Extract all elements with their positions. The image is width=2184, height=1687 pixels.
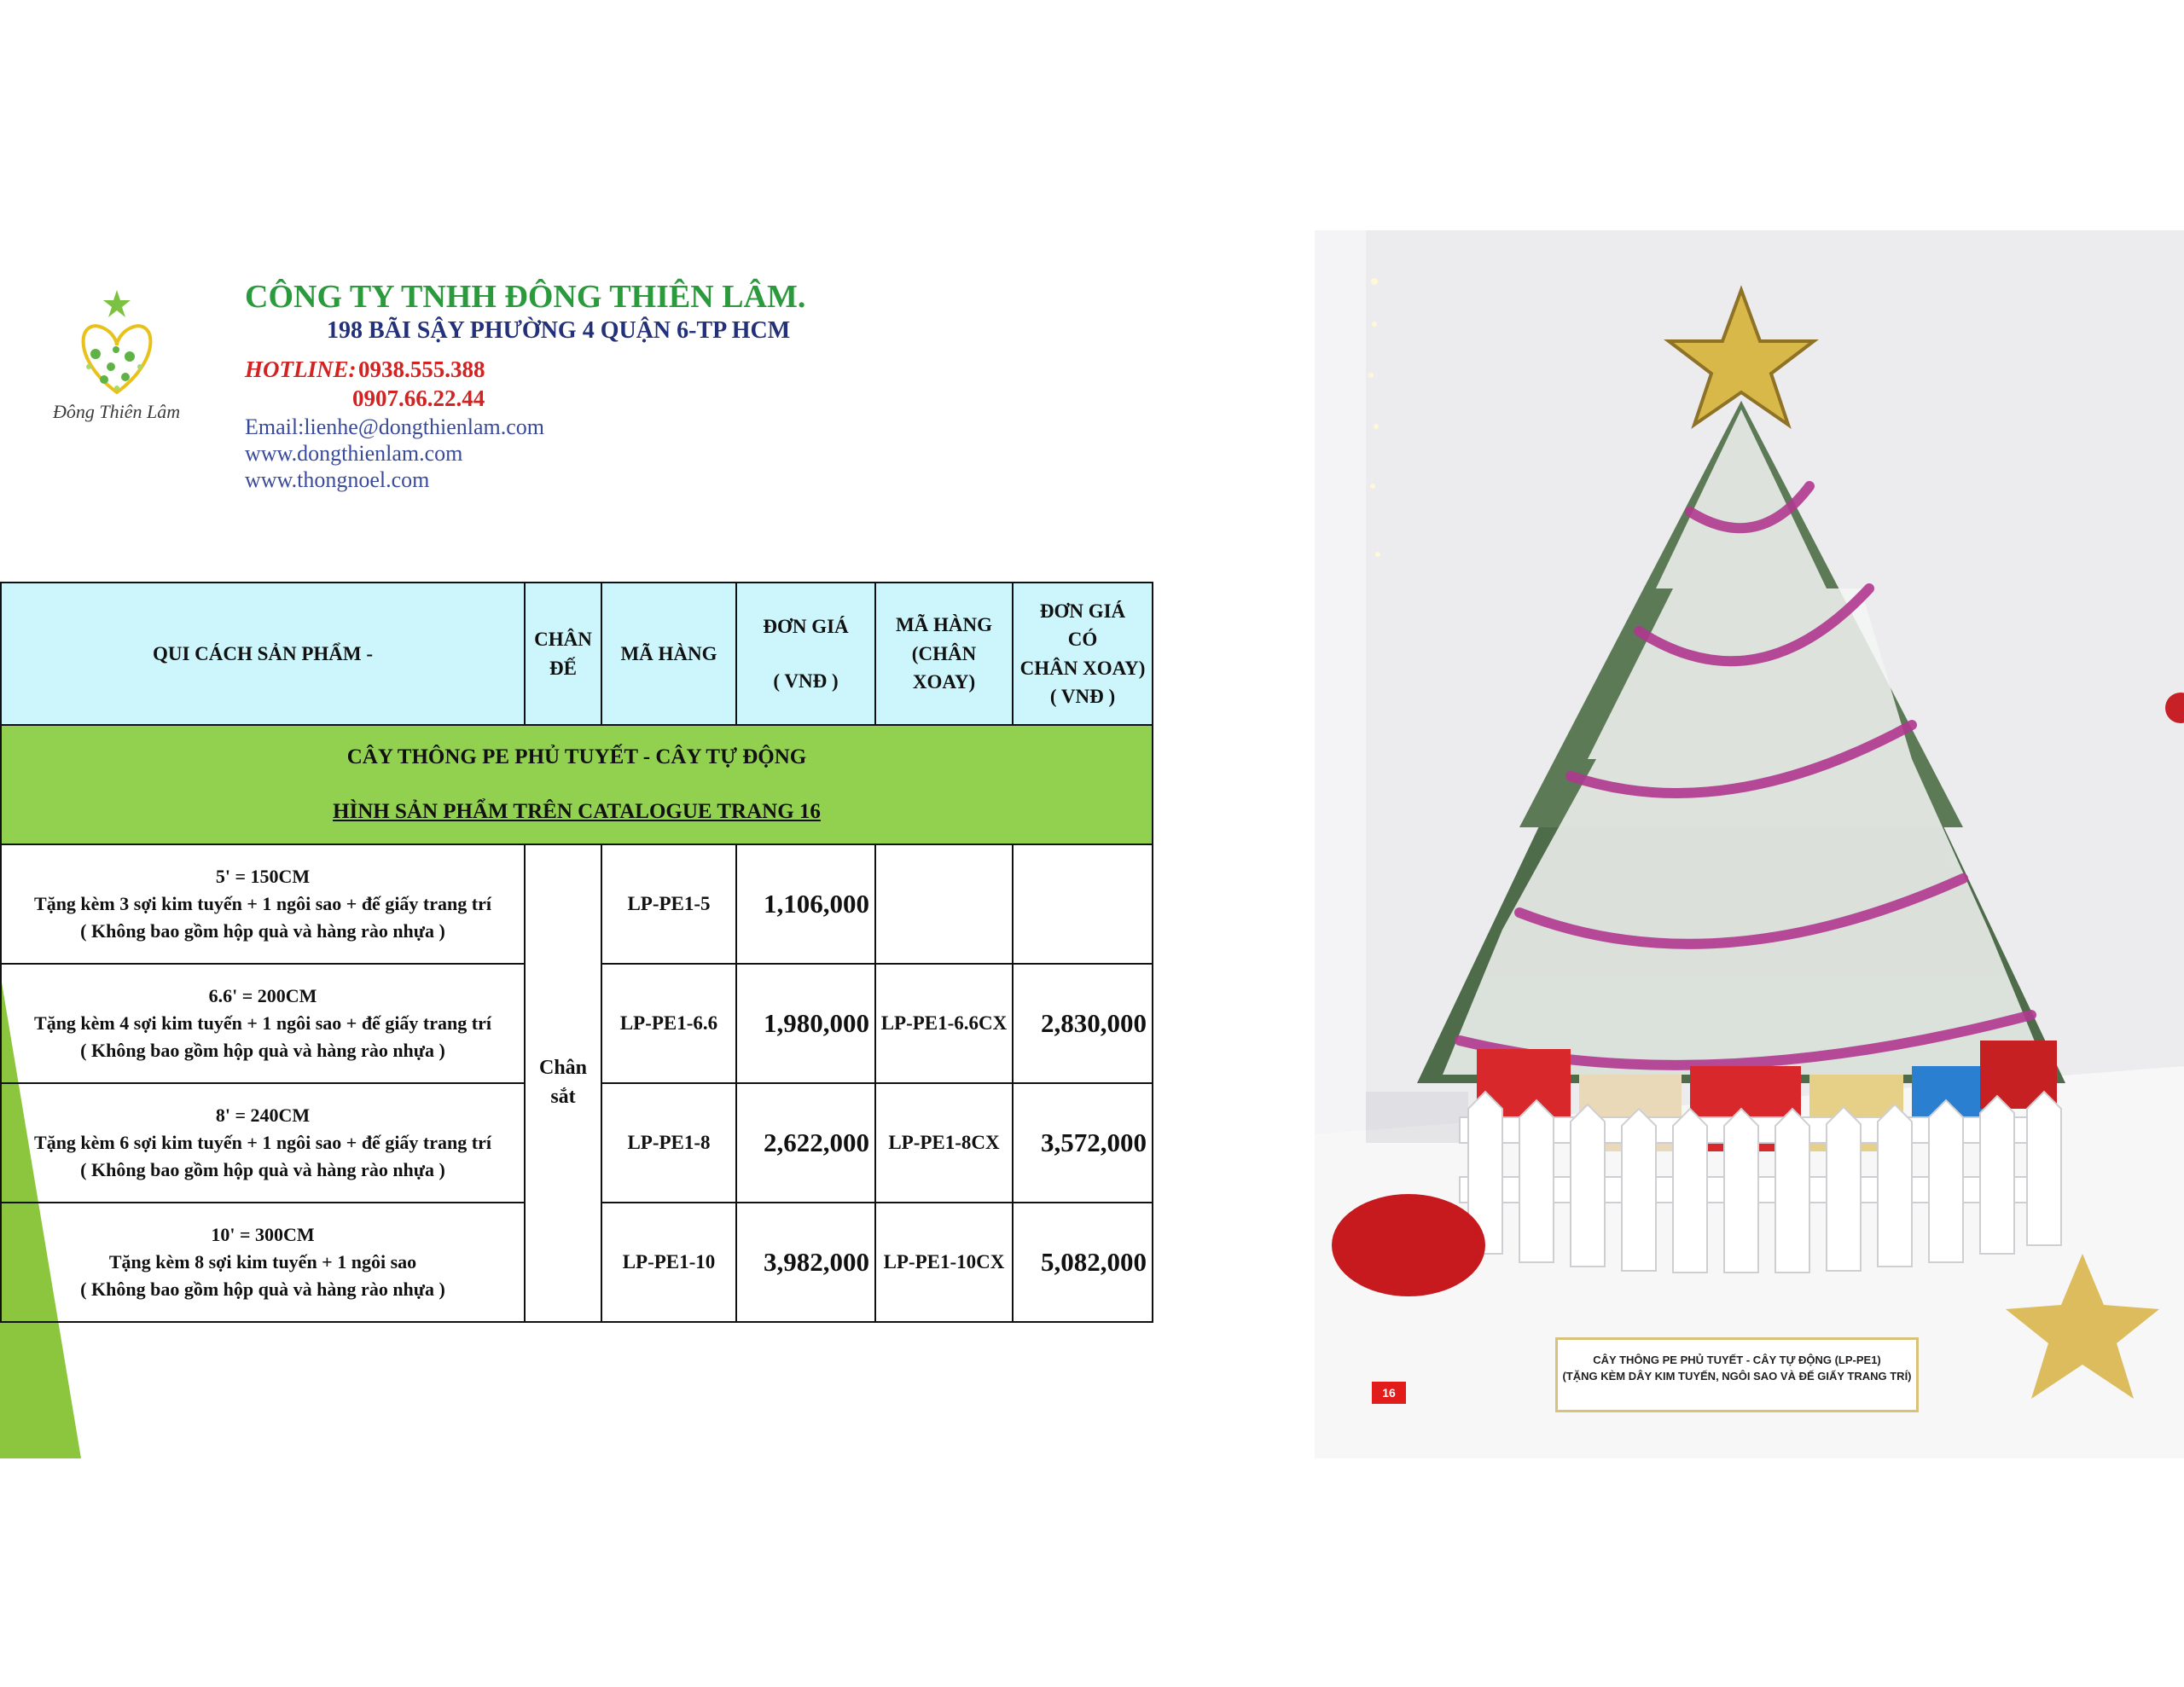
swivel-code-cell: LP-PE1-6.6CX <box>875 964 1013 1083</box>
price-cell: 1,980,000 <box>736 964 875 1083</box>
price-cell: 1,106,000 <box>736 844 875 964</box>
header-code: MÃ HÀNG <box>601 583 736 725</box>
photo-caption <box>1555 1337 1919 1412</box>
swivel-price-cell: 2,830,000 <box>1013 964 1153 1083</box>
table-header-row <box>1 583 1153 725</box>
swivel-code-cell <box>875 844 1013 964</box>
logo-text: Đông Thiên Lâm <box>53 401 181 422</box>
price-table <box>0 582 1153 1323</box>
swivel-price-cell <box>1013 844 1153 964</box>
hotline-number-2: 0907.66.22.44 <box>352 386 485 411</box>
website-link-1: www.dongthienlam.com <box>245 441 463 466</box>
header-swivel-code: MÃ HÀNG (CHÂN XOAY) <box>875 583 1013 725</box>
swivel-code-cell: LP-PE1-8CX <box>875 1083 1013 1203</box>
spec-cell: 10' = 300CM Tặng kèm 8 sợi kim tuyến + 1 ngôi sao ( Không bao gồm hộp quà và hàng rào nhựa ) <box>1 1203 525 1322</box>
hotline-number-1: 0938.555.388 <box>358 357 485 382</box>
hotline-label: HOTLINE: <box>245 357 357 382</box>
christmas-tree-illustration <box>1315 230 2184 1458</box>
section-row <box>1 725 1153 844</box>
catalogue-page-link[interactable]: HÌNH SẢN PHẨM TRÊN CATALOGUE TRANG 16 <box>333 800 821 823</box>
header-spec: QUI CÁCH SẢN PHẨM - <box>1 583 525 725</box>
base-cell: Chân sắt <box>525 844 601 1322</box>
spec-cell: 5' = 150CM Tặng kèm 3 sợi kim tuyến + 1 ngôi sao + đế giấy trang trí ( Không bao gồm hộp quà và hàng rào nhựa ) <box>1 844 525 964</box>
price-cell: 2,622,000 <box>736 1083 875 1203</box>
spec-cell: 6.6' = 200CM Tặng kèm 4 sợi kim tuyến + 1 ngôi sao + đế giấy trang trí ( Không bao gồm hộp quà và hàng rào nhựa ) <box>1 964 525 1083</box>
header-swivel-price: ĐƠN GIÁ CÓ CHÂN XOAY) ( VNĐ ) <box>1013 583 1153 725</box>
page-number-badge: 16 <box>1372 1382 1406 1404</box>
product-photo <box>1315 230 2184 1458</box>
header-price: ĐƠN GIÁ ( VNĐ ) <box>736 583 875 725</box>
swivel-price-cell: 5,082,000 <box>1013 1203 1153 1322</box>
swivel-price-cell: 3,572,000 <box>1013 1083 1153 1203</box>
table-row <box>1 844 1153 964</box>
section-title: CÂY THÔNG PE PHỦ TUYẾT - CÂY TỰ ĐỘNG <box>346 745 807 768</box>
price-cell: 3,982,000 <box>736 1203 875 1322</box>
company-address: 198 BÃI SẬY PHƯỜNG 4 QUẬN 6-TP HCM <box>327 317 791 344</box>
code-cell: LP-PE1-6.6 <box>601 964 736 1083</box>
spec-cell: 8' = 240CM Tặng kèm 6 sợi kim tuyến + 1 ngôi sao + đế giấy trang trí ( Không bao gồm hộp quà và hàng rào nhựa ) <box>1 1083 525 1203</box>
code-cell: LP-PE1-8 <box>601 1083 736 1203</box>
company-name: CÔNG TY TNHH ĐÔNG THIÊN LÂM. <box>245 279 806 315</box>
section-cell <box>1 725 1153 844</box>
website-link-2: www.thongnoel.com <box>245 467 430 492</box>
swivel-code-cell: LP-PE1-10CX <box>875 1203 1013 1322</box>
code-cell: LP-PE1-10 <box>601 1203 736 1322</box>
email-text: Email:lienhe@dongthienlam.com <box>245 415 545 439</box>
caption-line-1: CÂY THÔNG PE PHỦ TUYẾT - CÂY TỰ ĐỘNG (LP-PE1) <box>1593 1354 1881 1366</box>
caption-line-2: (TẶNG KÈM DÂY KIM TUYẾN, NGÔI SAO VÀ ĐẾ GIẤY TRANG TRÍ) <box>1562 1370 1912 1383</box>
header-base: CHÂN ĐẾ <box>525 583 601 725</box>
code-cell: LP-PE1-5 <box>601 844 736 964</box>
